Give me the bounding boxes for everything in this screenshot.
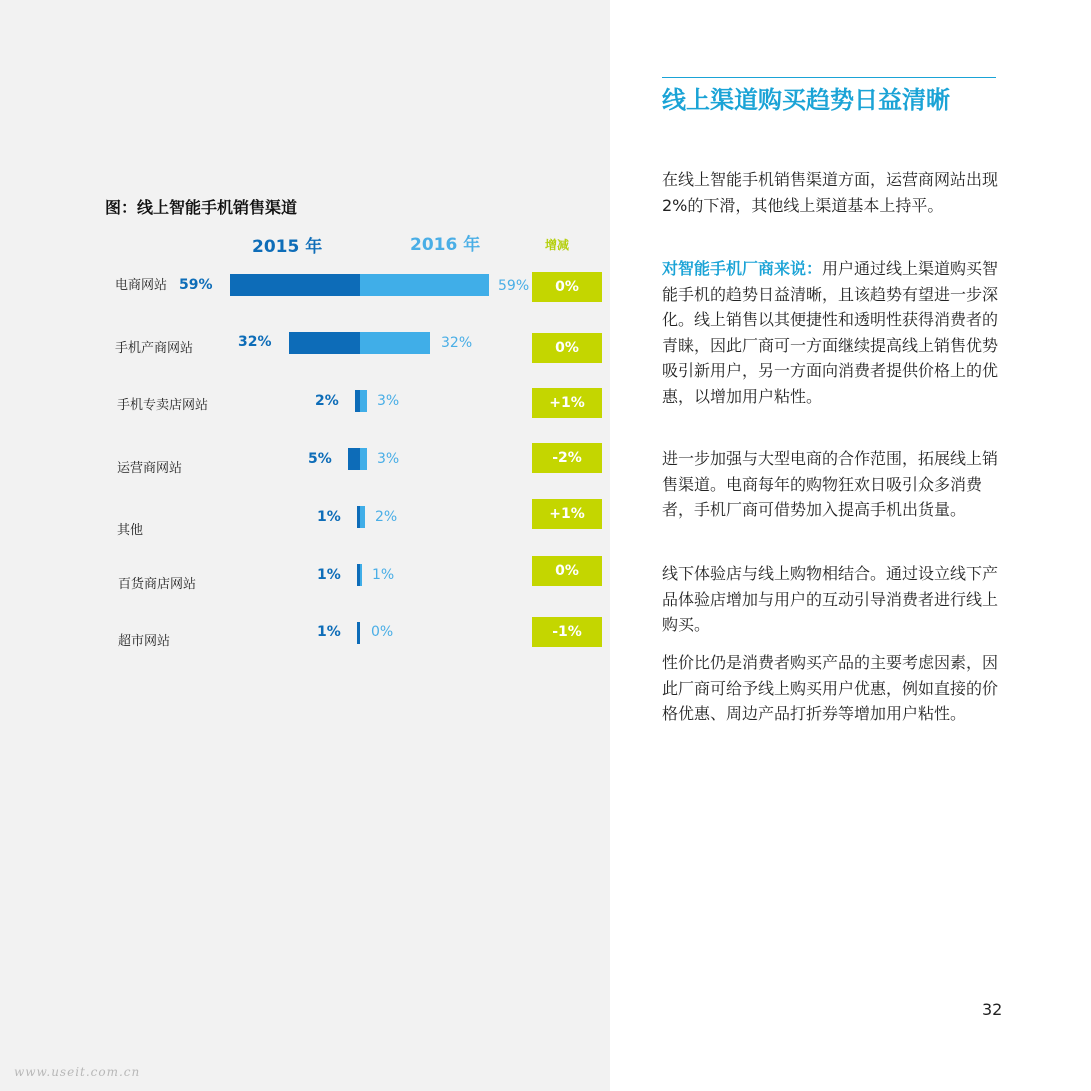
paragraph-2 <box>662 256 1002 409</box>
legend-2015: 2015 年 <box>252 237 323 257</box>
paragraph-4: 线下体验店与线上购物相结合。通过设立线下产品体验店增加与用户的互动引导消费者进行线上购买。 <box>662 564 999 634</box>
value-2015: 59% <box>179 277 213 293</box>
article-panel <box>610 0 1091 1091</box>
delta-badge: 0% <box>532 333 602 363</box>
delta-badge: 0% <box>532 272 602 302</box>
value-2015: 2% <box>315 393 339 409</box>
paragraph-5: 性价比仍是消费者购买产品的主要考虑因素，因此厂商可给予线上购买用户优惠，例如直接的价格优惠、周边产品打折券等增加用户粘性。 <box>662 653 999 723</box>
bar-2015 <box>230 274 360 296</box>
bar-2016 <box>360 448 367 470</box>
row-label: 超市网站 <box>118 634 171 649</box>
value-2016: 1% <box>372 567 395 583</box>
value-2016: 3% <box>377 451 400 467</box>
value-2015: 1% <box>317 624 341 640</box>
delta-badge: +1% <box>532 499 602 529</box>
paragraph-2-lead: 对智能手机厂商来说： <box>662 259 823 278</box>
bar-2016 <box>360 506 365 528</box>
bar-2016 <box>360 564 362 586</box>
row-label: 手机专卖店网站 <box>117 398 209 413</box>
value-2015: 5% <box>308 451 332 467</box>
row-label: 运营商网站 <box>117 461 183 476</box>
bar-2015 <box>348 448 360 470</box>
bar-2015 <box>357 622 360 644</box>
value-2016: 3% <box>377 393 400 409</box>
article-heading: 线上渠道购买趋势日益清晰 <box>662 86 950 114</box>
delta-badge: +1% <box>532 388 602 418</box>
delta-header: 增减 <box>545 238 570 252</box>
row-label: 手机产商网站 <box>115 341 194 356</box>
value-2015: 1% <box>317 567 341 583</box>
figure-title: 图：线上智能手机销售渠道 <box>105 198 298 217</box>
value-2016: 32% <box>441 335 473 351</box>
row-label: 电商网站 <box>115 278 168 293</box>
row-label: 百货商店网站 <box>118 577 197 592</box>
bar-2016 <box>360 274 489 296</box>
bar-2015 <box>289 332 360 354</box>
delta-badge: 0% <box>532 556 602 586</box>
bar-2016 <box>360 332 430 354</box>
paragraph-1: 在线上智能手机销售渠道方面，运营商网站出现 2%的下滑，其他线上渠道基本上持平。 <box>662 170 999 215</box>
heading-rule <box>662 77 996 78</box>
value-2016: 2% <box>375 509 398 525</box>
value-2016: 59% <box>498 278 530 294</box>
value-2016: 0% <box>371 624 394 640</box>
delta-badge: -2% <box>532 443 602 473</box>
bar-2016 <box>360 390 367 412</box>
value-2015: 32% <box>238 334 272 350</box>
row-label: 其他 <box>117 523 144 538</box>
paragraph-3: 进一步加强与大型电商的合作范围，拓展线上销售渠道。电商每年的购物狂欢日吸引众多消费者，手机厂商可借势加入提高手机出货量。 <box>662 449 999 519</box>
page-number: 32 <box>982 1000 1003 1019</box>
value-2015: 1% <box>317 509 341 525</box>
delta-badge: -1% <box>532 617 602 647</box>
paragraph-2-body: 用户通过线上渠道购买智能手机的趋势日益清晰，且该趋势有望进一步深化。线上销售以其便捷性和透明性获得消费者的青睐，因此厂商可一方面继续提高线上销售优势吸引新用户，另一方面向消费者提供价格上的优惠，以增加用户粘性。 <box>662 259 999 406</box>
watermark: www.useit.com.cn <box>14 1065 141 1079</box>
legend-2016: 2016 年 <box>410 235 481 255</box>
